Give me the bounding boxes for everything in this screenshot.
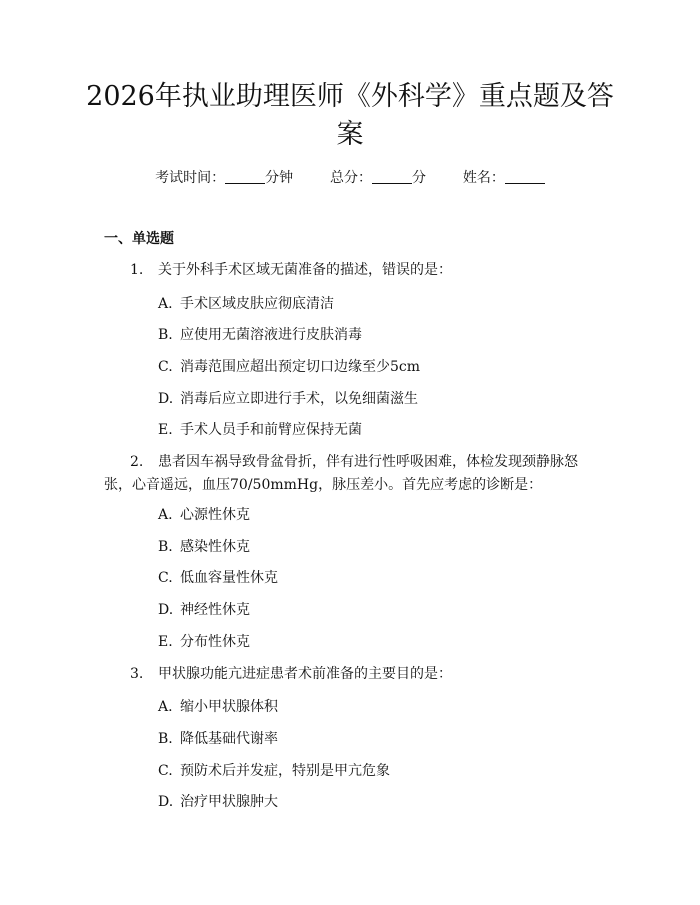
option-text: 降低基础代谢率 xyxy=(180,731,278,747)
question-number: 1. xyxy=(130,262,144,278)
option-letter: D. xyxy=(158,602,174,618)
question-text: 甲状腺功能亢进症患者术前准备的主要目的是： xyxy=(158,666,452,682)
option-text: 神经性休克 xyxy=(180,602,250,618)
option-text: 低血容量性休克 xyxy=(180,570,278,586)
score-unit: 分 xyxy=(412,170,426,186)
score-blank xyxy=(372,169,412,184)
option-text: 心源性休克 xyxy=(180,507,250,523)
time-label: 考试时间： xyxy=(155,170,226,186)
option-text: 手术人员手和前臂应保持无菌 xyxy=(180,422,362,438)
option-2b[interactable] xyxy=(158,537,250,557)
section-title: 一、单选题 xyxy=(104,231,174,247)
score-label: 总分： xyxy=(330,170,372,186)
option-2a[interactable] xyxy=(158,505,250,525)
option-1a[interactable] xyxy=(158,294,334,314)
exam-meta xyxy=(0,168,700,188)
option-3d[interactable] xyxy=(158,792,278,812)
option-text: 手术区域皮肤应彻底清洁 xyxy=(180,296,334,312)
option-3c[interactable] xyxy=(158,761,390,781)
option-letter: A. xyxy=(158,699,173,715)
question-3 xyxy=(104,663,598,686)
option-text: 预防术后并发症，特别是甲亢危象 xyxy=(180,763,390,779)
option-letter: A. xyxy=(158,507,173,523)
name-label: 姓名： xyxy=(462,170,505,186)
time-blank xyxy=(225,169,265,184)
option-text: 应使用无菌溶液进行皮肤消毒 xyxy=(180,327,362,343)
name-blank xyxy=(505,169,545,184)
option-text: 感染性休克 xyxy=(180,539,250,555)
question-2 xyxy=(104,451,598,497)
time-unit: 分钟 xyxy=(265,170,294,186)
question-1 xyxy=(104,259,598,282)
question-text: 关于外科手术区域无菌准备的描述，错误的是： xyxy=(158,262,452,278)
question-number: 3. xyxy=(130,666,144,682)
option-text: 缩小甲状腺体积 xyxy=(180,699,278,715)
option-2c[interactable] xyxy=(158,568,278,588)
option-1e[interactable] xyxy=(158,420,362,440)
option-1d[interactable] xyxy=(158,389,418,409)
option-2d[interactable] xyxy=(158,600,250,620)
option-text: 分布性休克 xyxy=(180,634,250,650)
option-letter: C. xyxy=(158,763,173,779)
option-letter: B. xyxy=(158,327,173,343)
option-text: 治疗甲状腺肿大 xyxy=(180,794,278,810)
page-title: 2026年执业助理医师《外科学》重点题及答案 xyxy=(86,81,614,150)
option-2e[interactable] xyxy=(158,632,250,652)
option-3a[interactable] xyxy=(158,697,278,717)
option-letter: B. xyxy=(158,539,173,555)
option-letter: D. xyxy=(158,794,174,810)
option-letter: A. xyxy=(158,296,173,312)
option-text: 消毒后应立即进行手术，以免细菌滋生 xyxy=(180,391,418,407)
option-1c[interactable] xyxy=(158,357,420,377)
question-number: 2. xyxy=(130,454,144,470)
option-1b[interactable] xyxy=(158,325,362,345)
question-text: 患者因车祸导致骨盆骨折，伴有进行性呼吸困难，体检发现颈静脉怒张，心音遥远，血压70/50mmHg，脉压差小。首先应考虑的诊断是： xyxy=(104,454,578,493)
option-text: 消毒范围应超出预定切口边缘至少5cm xyxy=(180,359,421,375)
option-letter: C. xyxy=(158,570,173,586)
option-letter: B. xyxy=(158,731,173,747)
option-letter: E. xyxy=(158,422,173,438)
option-letter: C. xyxy=(158,359,173,375)
option-letter: E. xyxy=(158,634,173,650)
option-3b[interactable] xyxy=(158,729,278,749)
option-letter: D. xyxy=(158,391,174,407)
